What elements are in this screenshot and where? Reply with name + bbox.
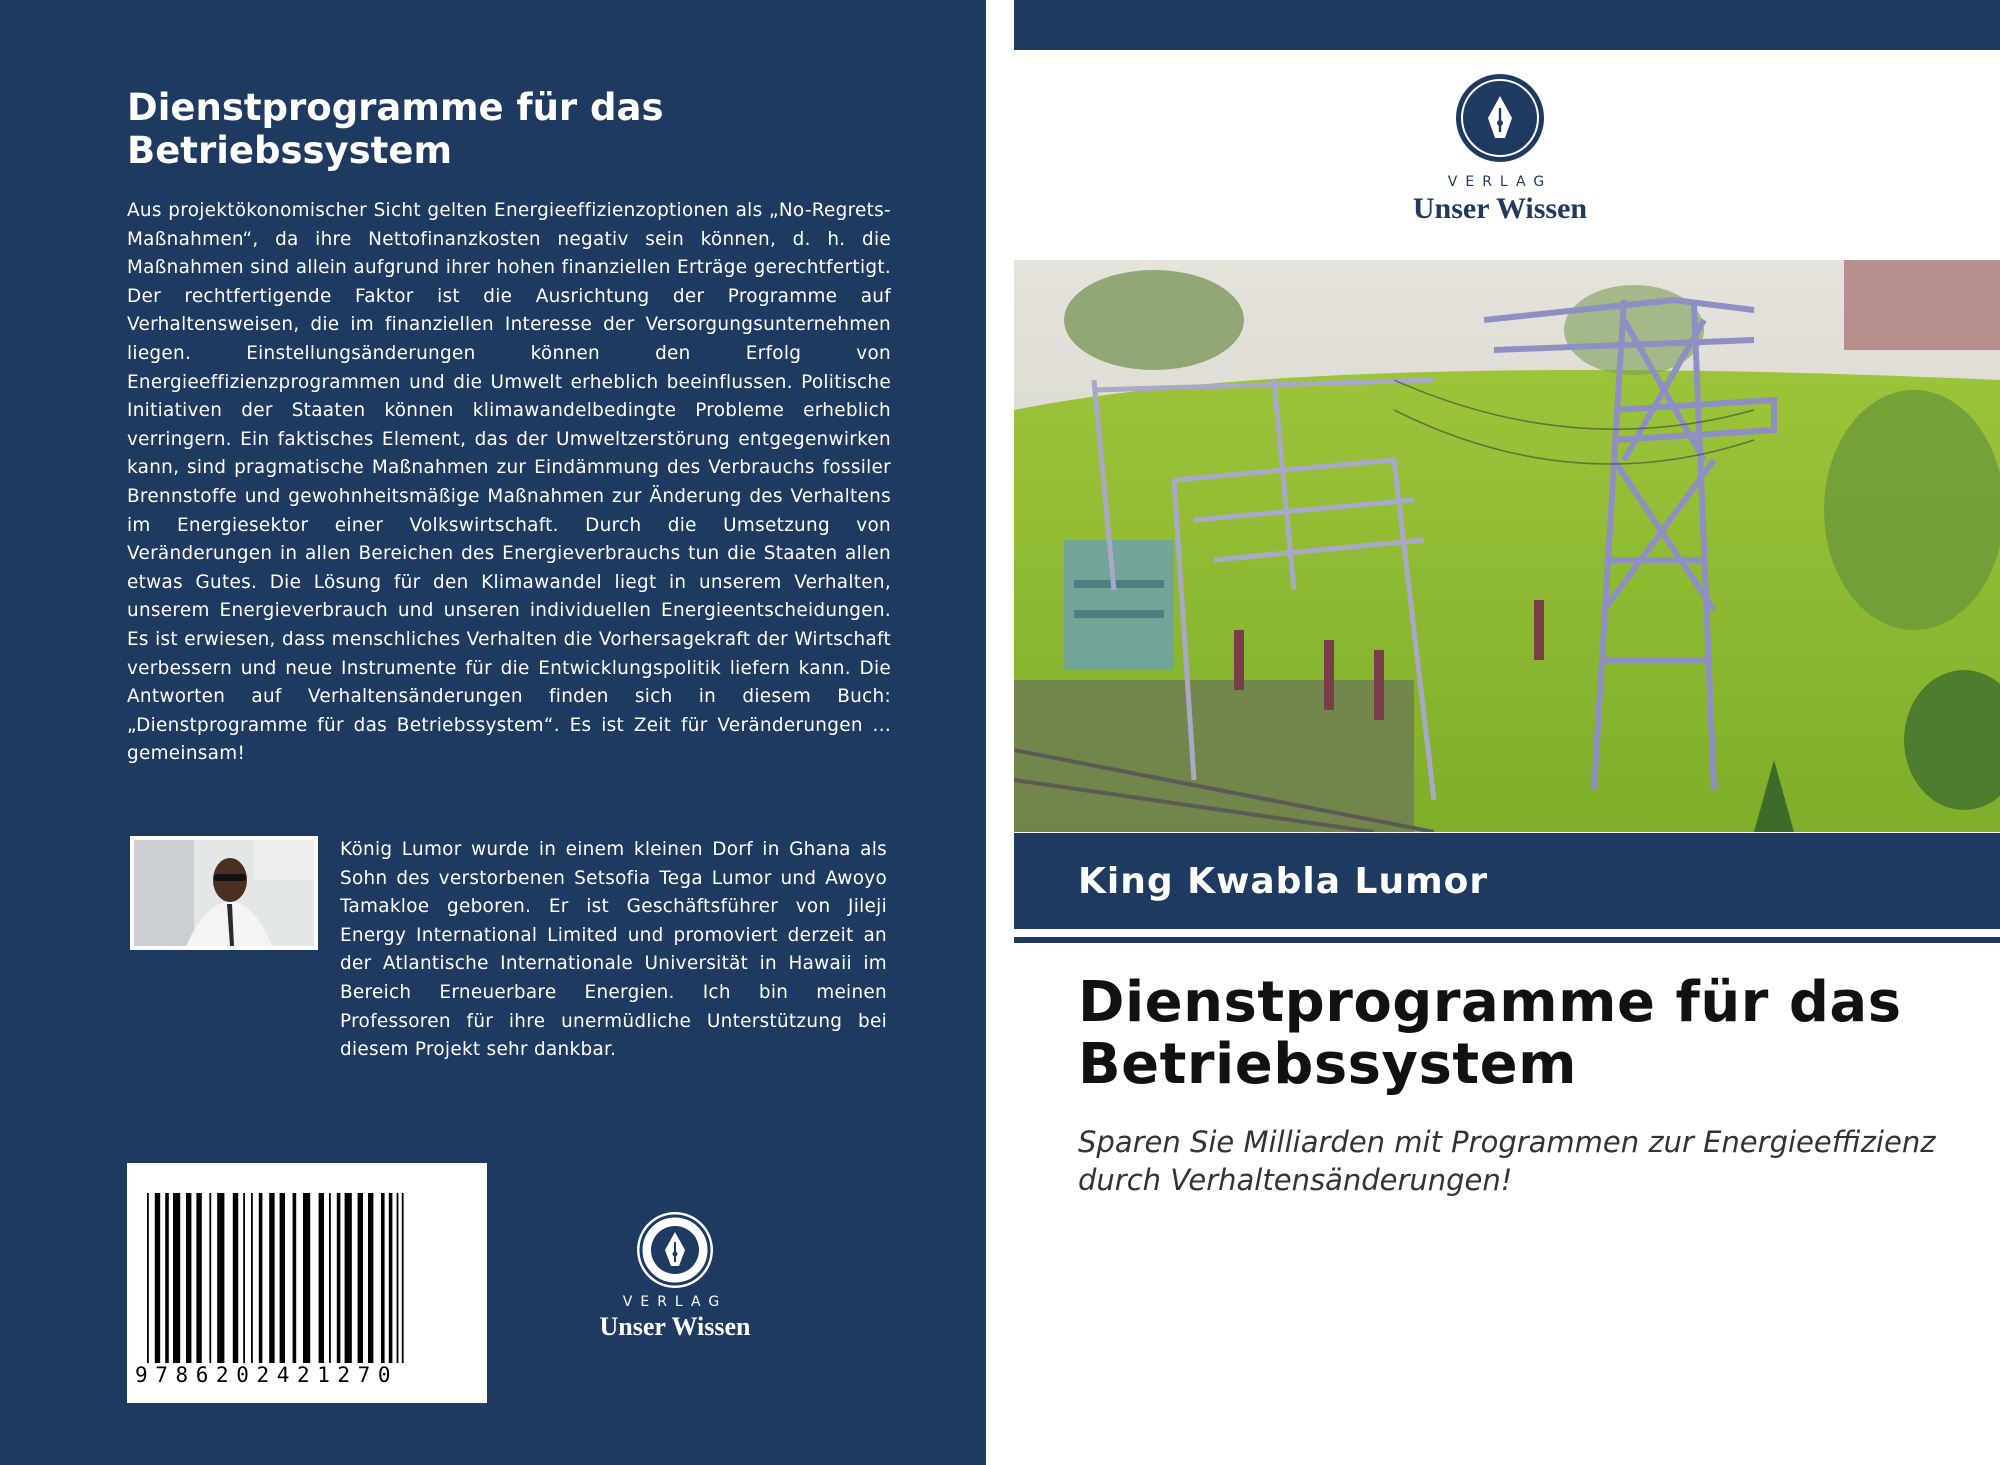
barcode-bar: [209, 1193, 211, 1363]
front-logo-name: Unser Wissen: [1412, 192, 1588, 225]
publisher-seal-icon: [1454, 72, 1546, 164]
front-subtitle: Sparen Sie Milliarden mit Programmen zur Energieeffizienz durch Verhaltensänderungen!: [1078, 1125, 1936, 1197]
barcode-bar: [389, 1193, 393, 1363]
barcode-bar: [233, 1193, 238, 1363]
back-cover-title: Dienstprogramme für das Betriebssystem: [127, 86, 664, 172]
barcode-bar: [147, 1193, 149, 1363]
barcode-bars: [127, 1163, 487, 1363]
barcode-bar: [345, 1193, 352, 1363]
barcode-bar: [196, 1193, 201, 1363]
front-title: Dienstprogramme für das Betriebssystem: [1078, 970, 1902, 1097]
barcode-bar: [397, 1193, 399, 1363]
barcode-bar: [402, 1193, 404, 1363]
barcode-bar: [368, 1193, 373, 1363]
barcode-bar: [329, 1193, 331, 1363]
barcode-bar: [337, 1193, 341, 1363]
barcode-bar: [381, 1193, 385, 1363]
front-publisher-logo: [1380, 72, 1620, 226]
barcode-bar: [251, 1193, 253, 1363]
author-bio: König Lumor wurde in einem kleinen Dorf in Ghana als Sohn des verstorbenen Setsofia Tega Lumor und Awoyo Tamakloe geboren. Er ist Geschäftsführer von Jileji Energy International Limited und promoviert derzeit an der Atlantische Internationale Universität in Hawaii im Bereich Erneuerbare Energien. Ich bin meinen Professoren für ihre unermüdliche Unterstützung bei diesem Projekt sehr dankbar.: [340, 839, 887, 1061]
spine: [986, 0, 1014, 1465]
front-divider-rule: [1014, 937, 2000, 943]
back-cover: [0, 0, 986, 1465]
barcode-bar: [319, 1193, 324, 1363]
barcode-bar: [155, 1193, 160, 1363]
back-publisher-logo: [580, 1210, 770, 1342]
front-logo-verlag: VERLAG: [1447, 174, 1553, 190]
barcode-bar: [358, 1193, 363, 1363]
author-photo: [130, 836, 318, 950]
barcode-bar: [243, 1193, 245, 1363]
barcode-bar: [217, 1193, 224, 1363]
barcode-bar: [165, 1193, 169, 1363]
isbn-digits: 9786202421270: [135, 1363, 399, 1387]
barcode-bar: [186, 1193, 191, 1363]
back-cover-blurb: Aus projektökonomischer Sicht gelten Energieeffizienzoptionen als „No-Regrets-Maßnahmen“, da ihre Nettofinanzkosten negativ sein können, d. h. die Maßnahmen sind allein aufgrund ihrer hohen finanziellen Erträge gerechtfertigt. Der rechtfertigende Faktor ist die Ausrichtung der Programme auf Verhaltensweisen, die im finanziellen Interesse der Versorgungsunternehmen liegen. Einstellungsänderungen können den Erfolg von Energieeffizienzprogrammen und die Umwelt erheblich beeinflussen. Politische Initiativen der Staaten können klimawandelbedingte Probleme erheblich verringern. Ein faktisches Element, das der Umweltzerstörung entgegenwirken kann, sind pragmatische Maßnahmen zur Eindämmung des Verbrauchs fossiler Brennstoffe und gewohnheitsmäßige Maßnahmen zur Änderung des Verhaltens im Energiesektor einer Volkswirtschaft. Durch die Umsetzung von Veränderungen in allen Bereichen des Energieverbrauchs tun die Staaten allen etwas Gutes. Die Lösung für den Klimawandel liegt in unserem Verhalten, unserem Energieverbrauch und unseren individuellen Energieentscheidungen. Es ist erwiesen, dass menschliches Verhalten die Vorhersagekraft der Wirtschaft verbessern und neue Instrumente für die Entwicklungspolitik liefern kann. Die Antworten auf Verhaltensänderungen finden sich in diesem Buch: „Dienstprogramme für das Betriebssystem“. Es ist Zeit für Veränderungen ... gemeinsam!: [127, 200, 891, 765]
back-logo-verlag: VERLAG: [622, 1294, 728, 1310]
front-author-bar: [1014, 833, 2000, 929]
front-top-bar: [1014, 0, 2000, 50]
back-logo-name: Unser Wissen: [599, 1312, 751, 1341]
front-author-name: King Kwabla Lumor: [1078, 861, 1489, 902]
barcode-bar: [269, 1193, 274, 1363]
barcode-bar: [303, 1193, 310, 1363]
publisher-seal-icon: [635, 1210, 715, 1290]
barcode-bar: [280, 1193, 285, 1363]
cover-photo-power-substation: [1014, 260, 2000, 832]
barcode-bar: [259, 1193, 263, 1363]
isbn-barcode: [127, 1163, 487, 1403]
barcode-bar: [173, 1193, 180, 1363]
barcode-bar: [293, 1193, 297, 1363]
